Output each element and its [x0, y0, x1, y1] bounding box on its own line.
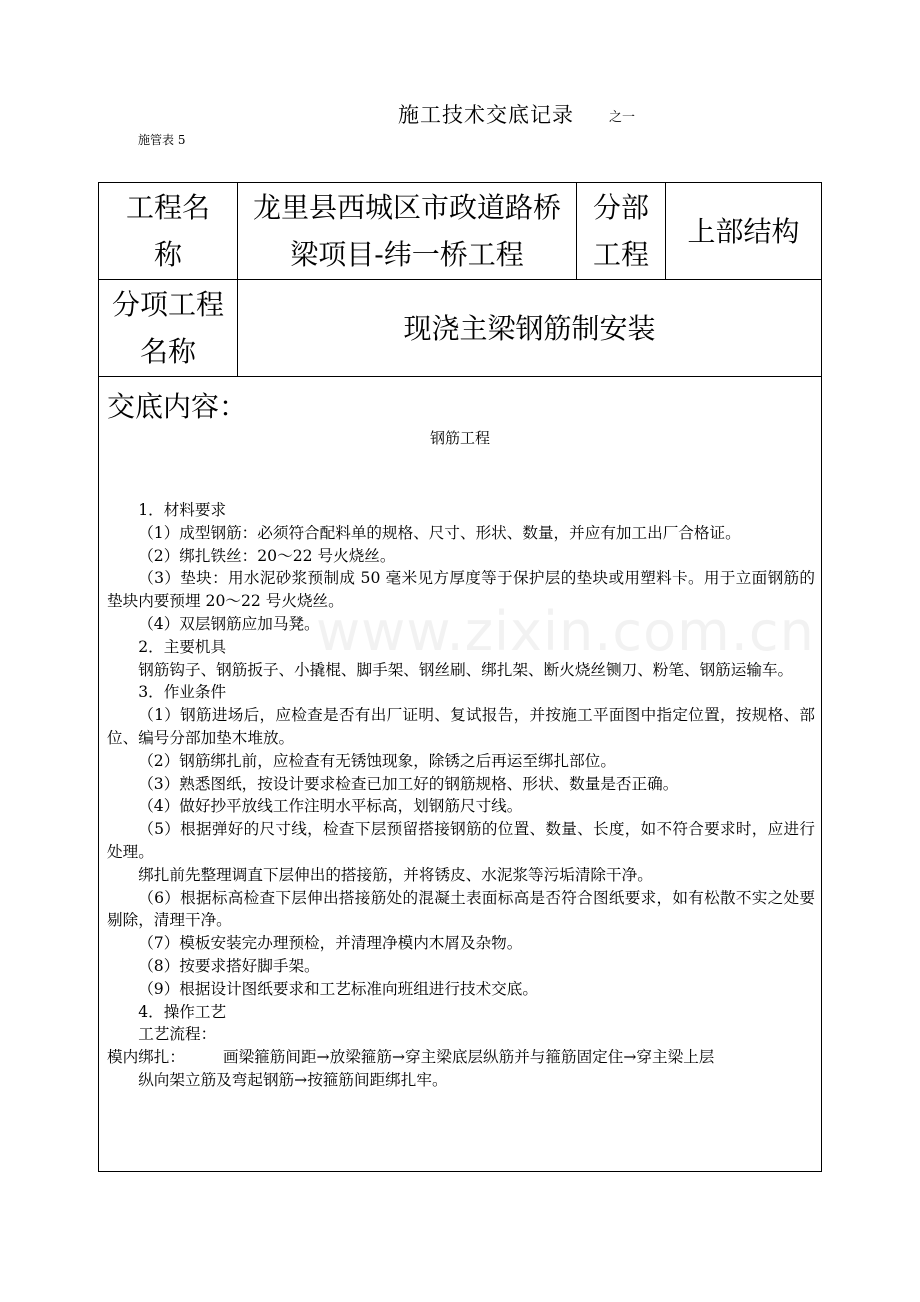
- project-name-value-text: 龙里县西城区市政道路桥梁项目-纬一桥工程: [252, 191, 561, 271]
- content-body: [107, 499, 815, 1092]
- subitem-label-text: 分项工程名称: [111, 288, 224, 368]
- division-value: [666, 183, 821, 279]
- disclosure-table: [98, 182, 822, 1172]
- paragraph: （4）双层钢筋应加马凳。: [138, 614, 320, 633]
- division-label-text: 分部工程: [592, 191, 649, 271]
- paragraph: （2）绑扎铁丝：20～22 号火烧丝。: [138, 546, 396, 565]
- paragraph: （2）钢筋绑扎前，应检查有无锈蚀现象，除锈之后再运至绑扎部位。: [138, 751, 616, 770]
- process-flow-text: 画梁箍筋间距→放梁箍筋→穿主梁底层纵筋并与箍筋固定住→穿主梁上层: [222, 1048, 715, 1067]
- paragraph: 1．材料要求: [138, 501, 227, 519]
- process-flow-label: 模内绑扎：: [107, 1048, 185, 1067]
- content-subtitle: 钢筋工程: [429, 429, 490, 447]
- paragraph: （6）根据标高检查下层伸出搭接筋处的混凝土表面标高是否符合图纸要求，如有松散不实之处要剔除，清理干净。: [107, 888, 815, 930]
- paragraph: （8）按要求搭好脚手架。: [138, 956, 320, 975]
- process-flow-gap: [185, 1046, 223, 1069]
- project-name-label-text: 工程名称: [125, 191, 210, 271]
- document-title: 施工技术交底记录: [398, 103, 574, 127]
- paragraph: （3）垫块：用水泥砂浆预制成 50 毫米见方厚度等于保护层的垫块或用塑料卡。用于立面钢筋的垫块内要预埋 20～22 号火烧丝。: [107, 569, 815, 611]
- subitem-value-text: 现浇主梁钢筋制安装: [403, 311, 656, 345]
- project-name-label: [99, 183, 237, 279]
- paragraph: （4）做好抄平放线工作注明水平标高，划钢筋尺寸线。: [138, 797, 523, 816]
- subitem-label: [99, 280, 237, 376]
- watermark: www.zixin.com.cn: [316, 600, 815, 663]
- paragraph: （1）钢筋进场后，应检查是否有出厂证明、复试报告，并按施工平面图中指定位置，按规格、部位、编号分部加垫木堆放。: [107, 706, 815, 747]
- paragraph: 工艺流程：: [138, 1025, 217, 1044]
- paragraph: （7）模板安装完办理预检，并清理净模内木屑及杂物。: [138, 934, 523, 953]
- paragraph: （1）成型钢筋：必须符合配料单的规格、尺寸、形状、数量，并应有加工出厂合格证。: [138, 523, 741, 542]
- paragraph: 2．主要机具: [138, 637, 227, 656]
- paragraph: 3．作业条件: [138, 683, 227, 702]
- form-code: 施管表 5: [138, 133, 186, 147]
- document-title-suffix: 之一: [609, 110, 636, 125]
- process-flow-text-cont: 纵向架立筋及弯起钢筋→按箍筋间距绑扎牢。: [138, 1070, 448, 1089]
- project-name-value: [238, 183, 576, 279]
- paragraph: 4．操作工艺: [138, 1002, 227, 1021]
- subitem-value: [238, 280, 821, 376]
- content-heading: 交底内容：: [107, 390, 248, 423]
- paragraph: 钢筋钩子、钢筋扳子、小撬棍、脚手架、钢丝刷、绑扎架、断火烧丝铡刀、粉笔、钢筋运输车。: [138, 660, 794, 679]
- paragraph: （9）根据设计图纸要求和工艺标准向班组进行技术交底。: [138, 979, 538, 998]
- paragraph: （3）熟悉图纸，按设计要求检查已加工好的钢筋规格、形状、数量是否正确。: [138, 774, 679, 793]
- paragraph: （5）根据弹好的尺寸线，检查下层预留搭接钢筋的位置、数量、长度，如不符合要求时，应进行处理。: [107, 820, 815, 861]
- division-value-text: 上部结构: [687, 214, 800, 248]
- division-label: [577, 183, 665, 279]
- paragraph: 绑扎前先整理调直下层伸出的搭接筋，并将锈皮、水泥浆等污垢清除干净。: [138, 865, 653, 884]
- disclosure-content: [99, 377, 821, 1171]
- process-flow: [107, 1046, 815, 1069]
